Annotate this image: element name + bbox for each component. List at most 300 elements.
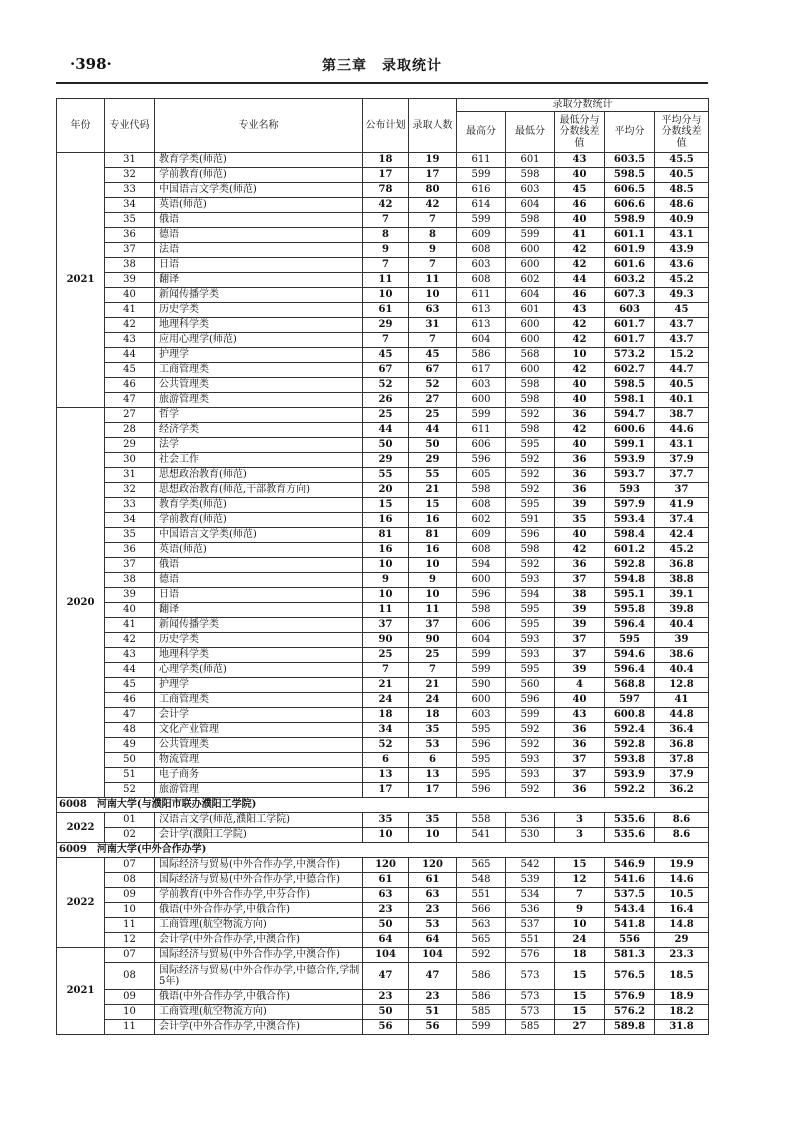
avg-diff-cell: 8.6 (655, 813, 709, 828)
avg-cell: 568.8 (605, 678, 655, 693)
max-cell: 586 (457, 990, 506, 1005)
admitted-cell: 23 (409, 903, 457, 918)
code-cell: 30 (105, 453, 155, 468)
col-code: 专业代码 (105, 99, 155, 153)
max-cell: 596 (457, 588, 506, 603)
code-cell: 37 (105, 558, 155, 573)
table-row (57, 588, 709, 603)
code-cell: 52 (105, 783, 155, 798)
plan-cell: 23 (363, 990, 409, 1005)
min-diff-cell: 36 (555, 723, 605, 738)
min-diff-cell: 37 (555, 573, 605, 588)
avg-cell: 598.9 (605, 213, 655, 228)
name-cell: 学前教育(师范) (155, 513, 363, 528)
max-cell: 599 (457, 168, 506, 183)
max-cell: 600 (457, 573, 506, 588)
max-cell: 613 (457, 318, 506, 333)
code-cell: 43 (105, 333, 155, 348)
max-cell: 548 (457, 873, 506, 888)
name-cell: 日语 (155, 588, 363, 603)
plan-cell: 9 (363, 573, 409, 588)
max-cell: 596 (457, 783, 506, 798)
name-cell: 学前教育(中外合作办学,中芬合作) (155, 888, 363, 903)
table-row (57, 948, 709, 963)
avg-cell: 595 (605, 633, 655, 648)
avg-diff-cell: 8.6 (655, 828, 709, 843)
code-cell: 51 (105, 768, 155, 783)
name-cell: 俄语 (155, 558, 363, 573)
admitted-cell: 19 (409, 153, 457, 168)
min-diff-cell: 42 (555, 363, 605, 378)
avg-diff-cell: 18.9 (655, 990, 709, 1005)
table-row (57, 483, 709, 498)
plan-cell: 21 (363, 678, 409, 693)
table-row (57, 258, 709, 273)
name-cell: 国际经济与贸易(中外合作办学,中德合作,学制5年) (155, 963, 363, 990)
plan-cell: 26 (363, 393, 409, 408)
max-cell: 606 (457, 618, 506, 633)
avg-diff-cell: 44.8 (655, 708, 709, 723)
max-cell: 604 (457, 633, 506, 648)
avg-diff-cell: 14.6 (655, 873, 709, 888)
min-diff-cell: 27 (555, 1020, 605, 1035)
year-cell: 2022 (57, 813, 105, 843)
avg-diff-cell: 18.5 (655, 963, 709, 990)
min-diff-cell: 9 (555, 903, 605, 918)
min-diff-cell: 40 (555, 168, 605, 183)
plan-cell: 50 (363, 1005, 409, 1020)
code-cell: 37 (105, 243, 155, 258)
table-row (57, 438, 709, 453)
avg-cell: 589.8 (605, 1020, 655, 1035)
col-plan: 公布计划 (363, 99, 409, 153)
avg-cell: 593.4 (605, 513, 655, 528)
admitted-cell: 7 (409, 663, 457, 678)
min-diff-cell: 40 (555, 393, 605, 408)
max-cell: 541 (457, 828, 506, 843)
max-cell: 600 (457, 393, 506, 408)
code-cell: 47 (105, 393, 155, 408)
max-cell: 558 (457, 813, 506, 828)
avg-diff-cell: 23.3 (655, 948, 709, 963)
avg-cell: 581.3 (605, 948, 655, 963)
avg-diff-cell: 38.7 (655, 408, 709, 423)
code-cell: 38 (105, 258, 155, 273)
table-row (57, 378, 709, 393)
name-cell: 社会工作 (155, 453, 363, 468)
avg-cell: 592.4 (605, 723, 655, 738)
plan-cell: 10 (363, 558, 409, 573)
min-diff-cell: 39 (555, 663, 605, 678)
avg-cell: 596.4 (605, 663, 655, 678)
table-row (57, 663, 709, 678)
min-cell: 598 (506, 213, 555, 228)
avg-diff-cell: 40.1 (655, 393, 709, 408)
code-cell: 48 (105, 723, 155, 738)
min-diff-cell: 46 (555, 288, 605, 303)
code-cell: 32 (105, 168, 155, 183)
min-cell: 595 (506, 498, 555, 513)
code-cell: 47 (105, 708, 155, 723)
name-cell: 物流管理 (155, 753, 363, 768)
plan-cell: 63 (363, 888, 409, 903)
avg-diff-cell: 48.5 (655, 183, 709, 198)
min-cell: 534 (506, 888, 555, 903)
plan-cell: 8 (363, 228, 409, 243)
min-cell: 600 (506, 318, 555, 333)
max-cell: 599 (457, 663, 506, 678)
admitted-cell: 23 (409, 990, 457, 1005)
avg-cell: 606.6 (605, 198, 655, 213)
code-cell: 42 (105, 633, 155, 648)
name-cell: 英语(师范) (155, 543, 363, 558)
name-cell: 会计学(濮阳工学院) (155, 828, 363, 843)
min-diff-cell: 3 (555, 828, 605, 843)
max-cell: 617 (457, 363, 506, 378)
code-cell: 07 (105, 948, 155, 963)
admitted-cell: 104 (409, 948, 457, 963)
max-cell: 598 (457, 603, 506, 618)
table-row (57, 768, 709, 783)
table-row (57, 393, 709, 408)
admitted-cell: 8 (409, 228, 457, 243)
table-row (57, 348, 709, 363)
institution-label: 6008 河南大学(与濮阳市联办濮阳工学院) (57, 798, 709, 813)
admitted-cell: 35 (409, 723, 457, 738)
code-cell: 46 (105, 693, 155, 708)
admitted-cell: 24 (409, 693, 457, 708)
max-cell: 592 (457, 948, 506, 963)
max-cell: 603 (457, 378, 506, 393)
table-row (57, 333, 709, 348)
min-diff-cell: 38 (555, 588, 605, 603)
plan-cell: 13 (363, 768, 409, 783)
admitted-cell: 27 (409, 393, 457, 408)
min-diff-cell: 36 (555, 483, 605, 498)
min-cell: 595 (506, 603, 555, 618)
table-row (57, 468, 709, 483)
name-cell: 文化产业管理 (155, 723, 363, 738)
avg-diff-cell: 49.3 (655, 288, 709, 303)
avg-cell: 546.9 (605, 858, 655, 873)
admitted-cell: 56 (409, 1020, 457, 1035)
avg-cell: 535.6 (605, 828, 655, 843)
name-cell: 国际经济与贸易(中外合作办学,中澳合作) (155, 858, 363, 873)
table-row (57, 618, 709, 633)
avg-diff-cell: 31.8 (655, 1020, 709, 1035)
plan-cell: 18 (363, 153, 409, 168)
code-cell: 12 (105, 933, 155, 948)
avg-cell: 592.2 (605, 783, 655, 798)
table-row (57, 783, 709, 798)
avg-diff-cell: 41 (655, 693, 709, 708)
code-cell: 09 (105, 888, 155, 903)
min-diff-cell: 24 (555, 933, 605, 948)
avg-cell: 601.2 (605, 543, 655, 558)
min-diff-cell: 37 (555, 648, 605, 663)
max-cell: 606 (457, 438, 506, 453)
code-cell: 49 (105, 738, 155, 753)
min-diff-cell: 42 (555, 333, 605, 348)
name-cell: 护理学 (155, 348, 363, 363)
name-cell: 俄语 (155, 213, 363, 228)
min-cell: 591 (506, 513, 555, 528)
code-cell: 44 (105, 663, 155, 678)
col-name: 专业名称 (155, 99, 363, 153)
avg-cell: 595.1 (605, 588, 655, 603)
admitted-cell: 53 (409, 918, 457, 933)
name-cell: 应用心理学(师范) (155, 333, 363, 348)
admitted-cell: 10 (409, 558, 457, 573)
avg-cell: 601.6 (605, 258, 655, 273)
avg-diff-cell: 42.4 (655, 528, 709, 543)
admitted-cell: 37 (409, 618, 457, 633)
table-row (57, 633, 709, 648)
admitted-cell: 52 (409, 378, 457, 393)
avg-diff-cell: 43.6 (655, 258, 709, 273)
plan-cell: 11 (363, 603, 409, 618)
max-cell: 586 (457, 963, 506, 990)
name-cell: 哲学 (155, 408, 363, 423)
min-diff-cell: 44 (555, 273, 605, 288)
min-diff-cell: 42 (555, 243, 605, 258)
plan-cell: 50 (363, 438, 409, 453)
header-rule (56, 82, 708, 84)
avg-diff-cell: 36.2 (655, 783, 709, 798)
table-row (57, 678, 709, 693)
code-cell: 02 (105, 828, 155, 843)
min-cell: 592 (506, 453, 555, 468)
avg-diff-cell: 37 (655, 483, 709, 498)
table-row (57, 513, 709, 528)
table-row (57, 723, 709, 738)
code-cell: 39 (105, 588, 155, 603)
avg-diff-cell: 48.6 (655, 198, 709, 213)
min-cell: 601 (506, 303, 555, 318)
min-cell: 596 (506, 693, 555, 708)
min-diff-cell: 37 (555, 753, 605, 768)
code-cell: 10 (105, 1005, 155, 1020)
avg-diff-cell: 36.8 (655, 738, 709, 753)
admitted-cell: 42 (409, 198, 457, 213)
table-row (57, 168, 709, 183)
avg-diff-cell: 43.1 (655, 228, 709, 243)
name-cell: 国际经济与贸易(中外合作办学,中澳合作) (155, 948, 363, 963)
plan-cell: 52 (363, 738, 409, 753)
name-cell: 地理科学类 (155, 648, 363, 663)
plan-cell: 81 (363, 528, 409, 543)
table-row (57, 243, 709, 258)
table-row (57, 318, 709, 333)
col-min-diff: 最低分与分数线差值 (555, 112, 605, 153)
avg-diff-cell: 16.4 (655, 903, 709, 918)
code-cell: 39 (105, 273, 155, 288)
admitted-cell: 51 (409, 1005, 457, 1020)
avg-cell: 541.6 (605, 873, 655, 888)
code-cell: 08 (105, 963, 155, 990)
plan-cell: 120 (363, 858, 409, 873)
admitted-cell: 44 (409, 423, 457, 438)
min-cell: 593 (506, 753, 555, 768)
admitted-cell: 10 (409, 828, 457, 843)
max-cell: 603 (457, 258, 506, 273)
avg-cell: 593.9 (605, 768, 655, 783)
min-cell: 585 (506, 1020, 555, 1035)
avg-cell: 593 (605, 483, 655, 498)
table-row (57, 918, 709, 933)
min-cell: 596 (506, 528, 555, 543)
code-cell: 29 (105, 438, 155, 453)
admitted-cell: 21 (409, 483, 457, 498)
plan-cell: 10 (363, 288, 409, 303)
name-cell: 会计学(中外合作办学,中澳合作) (155, 933, 363, 948)
avg-cell: 592.8 (605, 558, 655, 573)
min-diff-cell: 43 (555, 708, 605, 723)
avg-diff-cell: 39.8 (655, 603, 709, 618)
avg-cell: 606.5 (605, 183, 655, 198)
min-cell: 602 (506, 273, 555, 288)
max-cell: 614 (457, 198, 506, 213)
max-cell: 590 (457, 678, 506, 693)
avg-cell: 594.7 (605, 408, 655, 423)
min-diff-cell: 36 (555, 408, 605, 423)
avg-cell: 535.6 (605, 813, 655, 828)
avg-cell: 600.8 (605, 708, 655, 723)
avg-diff-cell: 38.8 (655, 573, 709, 588)
avg-cell: 573.2 (605, 348, 655, 363)
avg-cell: 598.5 (605, 168, 655, 183)
avg-cell: 537.5 (605, 888, 655, 903)
avg-cell: 603.2 (605, 273, 655, 288)
avg-cell: 576.2 (605, 1005, 655, 1020)
name-cell: 翻译 (155, 603, 363, 618)
plan-cell: 10 (363, 828, 409, 843)
plan-cell: 15 (363, 498, 409, 513)
min-cell: 598 (506, 168, 555, 183)
year-cell: 2021 (57, 153, 105, 408)
min-diff-cell: 43 (555, 303, 605, 318)
name-cell: 新闻传播学类 (155, 288, 363, 303)
code-cell: 34 (105, 513, 155, 528)
name-cell: 国际经济与贸易(中外合作办学,中德合作) (155, 873, 363, 888)
code-cell: 31 (105, 468, 155, 483)
max-cell: 608 (457, 243, 506, 258)
admitted-cell: 7 (409, 258, 457, 273)
code-cell: 01 (105, 813, 155, 828)
min-diff-cell: 37 (555, 633, 605, 648)
min-cell: 536 (506, 813, 555, 828)
table-row (57, 708, 709, 723)
plan-cell: 25 (363, 648, 409, 663)
avg-diff-cell: 43.1 (655, 438, 709, 453)
admitted-cell: 29 (409, 453, 457, 468)
min-cell: 604 (506, 288, 555, 303)
avg-diff-cell: 37.9 (655, 453, 709, 468)
plan-cell: 61 (363, 873, 409, 888)
min-diff-cell: 42 (555, 258, 605, 273)
avg-diff-cell: 43.9 (655, 243, 709, 258)
admitted-cell: 55 (409, 468, 457, 483)
plan-cell: 47 (363, 963, 409, 990)
name-cell: 俄语(中外合作办学,中俄合作) (155, 990, 363, 1005)
name-cell: 德语 (155, 573, 363, 588)
name-cell: 教育学类(师范) (155, 153, 363, 168)
admitted-cell: 9 (409, 573, 457, 588)
min-cell: 592 (506, 723, 555, 738)
admitted-cell: 11 (409, 273, 457, 288)
col-year: 年份 (57, 99, 105, 153)
min-cell: 551 (506, 933, 555, 948)
avg-cell: 601.7 (605, 318, 655, 333)
code-cell: 36 (105, 543, 155, 558)
institution-row (57, 798, 709, 813)
min-diff-cell: 36 (555, 468, 605, 483)
min-cell: 600 (506, 363, 555, 378)
admitted-cell: 10 (409, 288, 457, 303)
avg-cell: 601.7 (605, 333, 655, 348)
min-cell: 593 (506, 648, 555, 663)
avg-cell: 596.4 (605, 618, 655, 633)
plan-cell: 56 (363, 1020, 409, 1035)
min-cell: 599 (506, 228, 555, 243)
name-cell: 教育学类(师范) (155, 498, 363, 513)
admission-table (56, 98, 709, 1035)
code-cell: 43 (105, 648, 155, 663)
plan-cell: 7 (363, 213, 409, 228)
min-cell: 599 (506, 708, 555, 723)
admitted-cell: 7 (409, 333, 457, 348)
min-diff-cell: 10 (555, 918, 605, 933)
min-cell: 592 (506, 468, 555, 483)
avg-diff-cell: 36.4 (655, 723, 709, 738)
max-cell: 598 (457, 483, 506, 498)
max-cell: 605 (457, 468, 506, 483)
max-cell: 608 (457, 273, 506, 288)
min-cell: 594 (506, 588, 555, 603)
plan-cell: 16 (363, 513, 409, 528)
avg-diff-cell: 39 (655, 633, 709, 648)
name-cell: 公共管理类 (155, 738, 363, 753)
min-cell: 600 (506, 333, 555, 348)
name-cell: 法语 (155, 243, 363, 258)
table-row (57, 408, 709, 423)
institution-label: 6009 河南大学(中外合作办学) (57, 843, 709, 858)
max-cell: 586 (457, 348, 506, 363)
admitted-cell: 9 (409, 243, 457, 258)
plan-cell: 6 (363, 753, 409, 768)
code-cell: 40 (105, 288, 155, 303)
code-cell: 41 (105, 303, 155, 318)
max-cell: 551 (457, 888, 506, 903)
avg-diff-cell: 43.7 (655, 333, 709, 348)
min-diff-cell: 39 (555, 603, 605, 618)
min-cell: 603 (506, 183, 555, 198)
col-max: 最高分 (457, 112, 506, 153)
admitted-cell: 61 (409, 873, 457, 888)
col-score-group: 录取分数统计 (457, 99, 709, 112)
admitted-cell: 45 (409, 348, 457, 363)
min-diff-cell: 36 (555, 558, 605, 573)
min-cell: 530 (506, 828, 555, 843)
max-cell: 604 (457, 333, 506, 348)
avg-diff-cell: 18.2 (655, 1005, 709, 1020)
min-diff-cell: 36 (555, 738, 605, 753)
plan-cell: 90 (363, 633, 409, 648)
max-cell: 595 (457, 753, 506, 768)
code-cell: 46 (105, 378, 155, 393)
min-cell: 573 (506, 990, 555, 1005)
admitted-cell: 47 (409, 963, 457, 990)
